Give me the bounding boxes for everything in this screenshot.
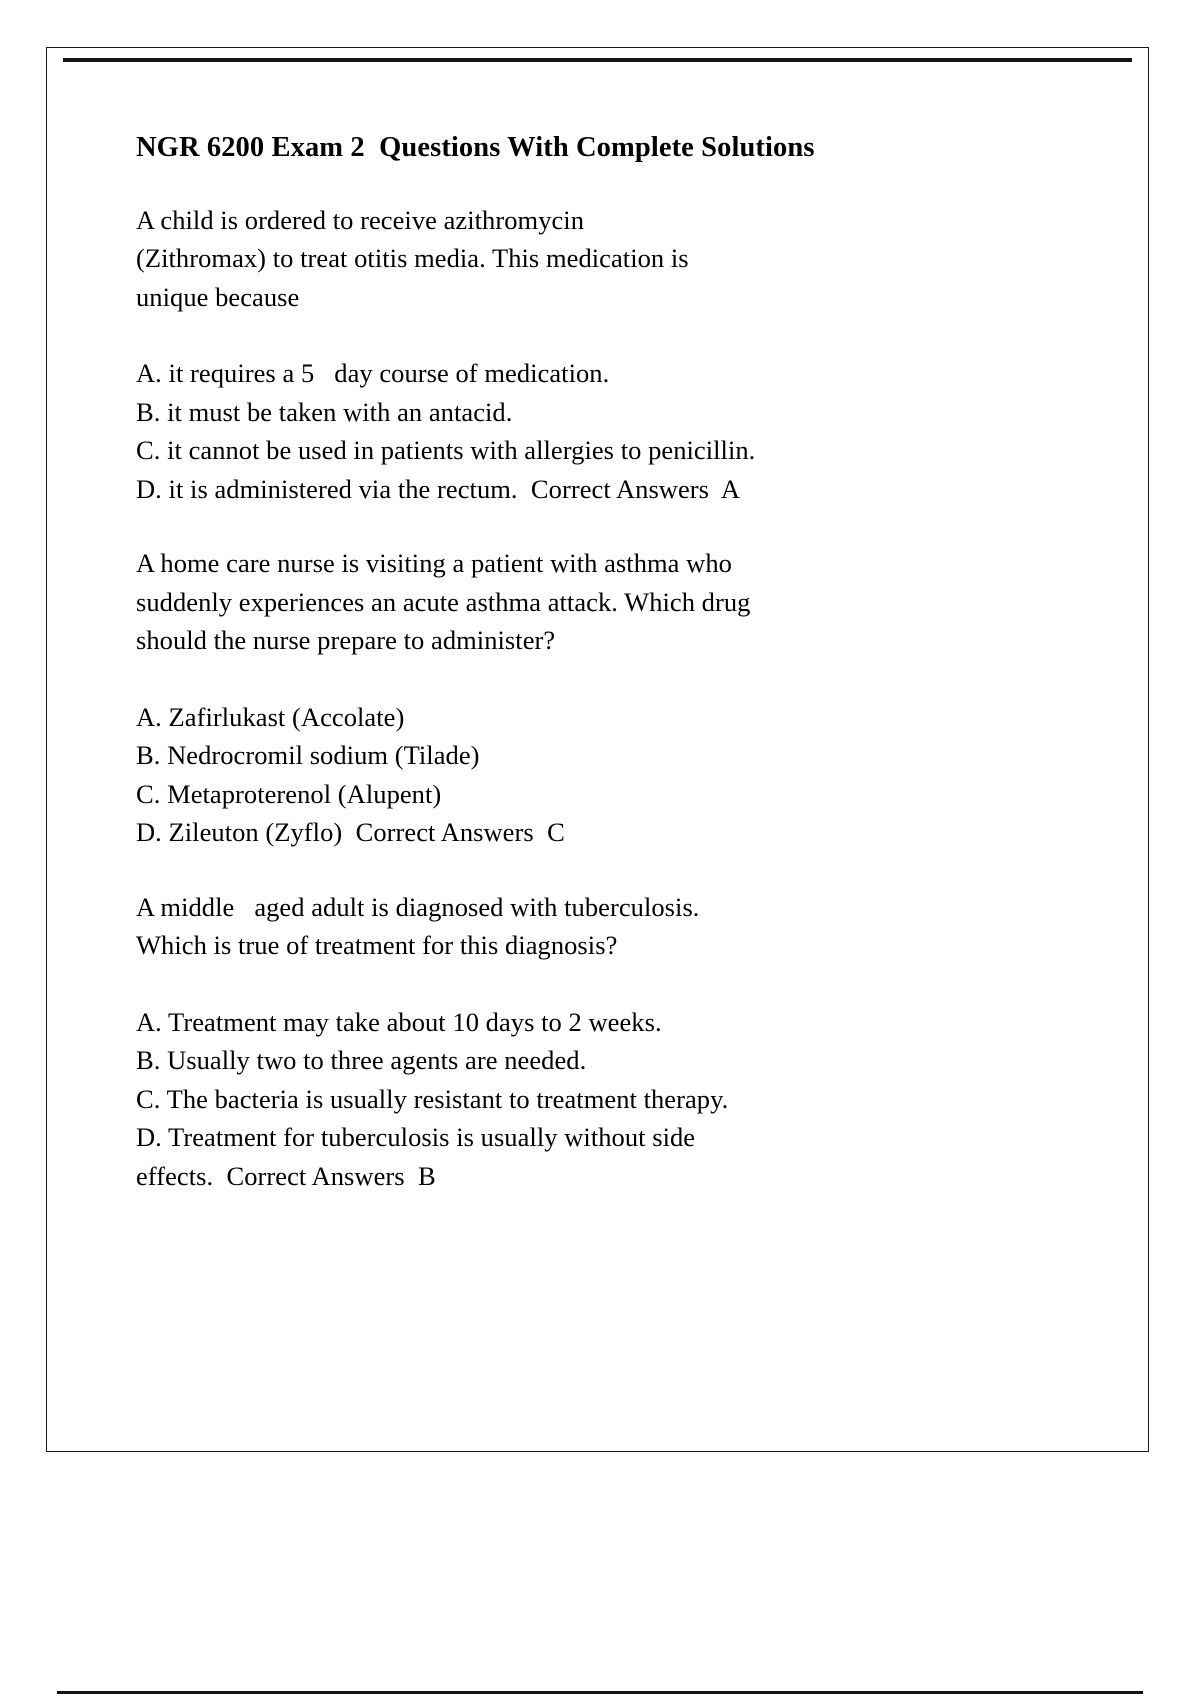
option-line-d-continued-with-answer: effects. Correct Answers B	[136, 1160, 436, 1191]
stem-line: Which is true of treatment for this diagnosis?	[136, 930, 618, 961]
option-line-a: A. Zafirlukast (Accolate)	[136, 701, 405, 732]
stem-line: A child is ordered to receive azithromycin	[136, 204, 585, 235]
stem-line: unique because	[136, 281, 300, 312]
question-block-1	[136, 201, 1066, 509]
option-line-a: A. Treatment may take about 10 days to 2 weeks.	[136, 1006, 662, 1037]
question-block-2	[136, 544, 1066, 852]
option-line-b: B. Nedrocromil sodium (Tilade)	[136, 740, 480, 771]
option-line-c: C. it cannot be used in patients with allergies to penicillin.	[136, 435, 756, 466]
stem-line: should the nurse prepare to administer?	[136, 625, 556, 656]
question-stem-2	[136, 544, 1066, 660]
question-options-1	[136, 354, 1066, 508]
stem-line: (Zithromax) to treat otitis media. This medication is	[136, 243, 689, 274]
question-options-3	[136, 1003, 1066, 1196]
question-stem-3	[136, 888, 1066, 965]
option-line-d: D. Treatment for tuberculosis is usually without side	[136, 1122, 696, 1153]
question-block-3	[136, 888, 1066, 1196]
document-content	[136, 131, 1066, 1195]
stem-line: A middle aged adult is diagnosed with tuberculosis.	[136, 891, 700, 922]
option-line-b: B. Usually two to three agents are needed.	[136, 1045, 587, 1076]
page-title: NGR 6200 Exam 2 Questions With Complete Solutions	[136, 132, 815, 163]
footer-rule	[57, 1691, 1143, 1694]
option-line-c: C. The bacteria is usually resistant to treatment therapy.	[136, 1083, 729, 1114]
stem-line: suddenly experiences an acute asthma attack. Which drug	[136, 586, 751, 617]
option-line-d-with-answer: D. Zileuton (Zyflo) Correct Answers C	[136, 817, 565, 848]
option-line-c: C. Metaproterenol (Alupent)	[136, 778, 442, 809]
option-line-b: B. it must be taken with an antacid.	[136, 396, 513, 427]
option-line-a: A. it requires a 5 day course of medication.	[136, 358, 610, 389]
stem-line: A home care nurse is visiting a patient with asthma who	[136, 548, 732, 579]
question-options-2	[136, 698, 1066, 852]
question-stem-1	[136, 201, 1066, 317]
option-line-d-with-answer: D. it is administered via the rectum. Correct Answers A	[136, 473, 741, 504]
document-page	[46, 47, 1149, 1452]
header-rule	[63, 58, 1132, 62]
